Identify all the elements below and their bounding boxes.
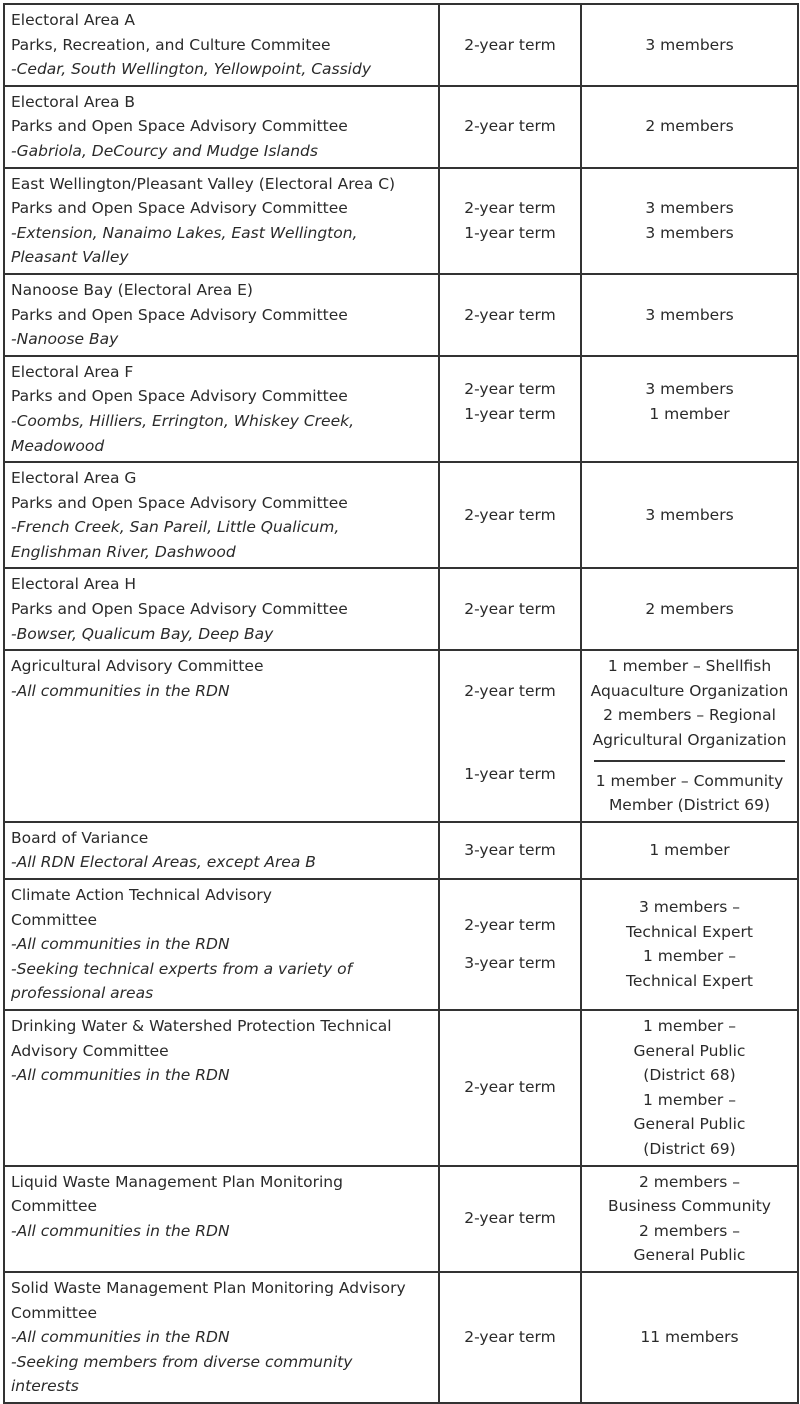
members-cell xyxy=(581,462,798,568)
committee-line: Nanoose Bay (Electoral Area E) xyxy=(11,280,253,299)
members-cell xyxy=(581,1010,798,1166)
members-value: 3 members xyxy=(645,35,734,54)
term-value: 2-year term xyxy=(464,505,556,524)
committee-communities: -Coombs, Hilliers, Errington, Whiskey Creek, xyxy=(11,411,355,430)
members-value: Business Community xyxy=(608,1197,771,1216)
members-value: 3 members xyxy=(645,380,734,399)
table-row xyxy=(4,1166,798,1272)
members-value: 1 member – xyxy=(643,1090,736,1109)
term-cell xyxy=(439,168,581,274)
committee-communities: -Gabriola, DeCourcy and Mudge Islands xyxy=(11,141,318,160)
committee-communities: -All communities in the RDN xyxy=(11,1328,230,1347)
members-value: 1 member xyxy=(649,404,730,423)
committee-line: Electoral Area A xyxy=(11,11,136,29)
committee-note: professional areas xyxy=(11,984,154,1003)
committee-cell xyxy=(4,879,439,1010)
committee-line: Liquid Waste Management Plan Monitoring xyxy=(11,1172,343,1191)
members-value: 1 member – xyxy=(643,1016,736,1035)
members-value: Technical Expert xyxy=(626,972,753,991)
committee-cell xyxy=(4,356,439,462)
committee-name: Parks and Open Space Advisory Committee xyxy=(11,600,348,619)
members-value: 2 members – Regional xyxy=(603,706,776,725)
committee-line: East Wellington/Pleasant Valley (Electoral Area C) xyxy=(11,174,396,193)
term-cell xyxy=(439,879,581,1010)
term-value: 2-year term xyxy=(464,199,556,218)
committee-line: Committee xyxy=(11,1197,98,1216)
table-row xyxy=(4,4,798,86)
term-value: 2-year term xyxy=(464,305,556,324)
members-value: Member (District 69) xyxy=(608,796,771,815)
committee-name: Parks and Open Space Advisory Committee xyxy=(11,387,348,406)
term-value: 2-year term xyxy=(464,380,556,399)
table-row xyxy=(4,650,798,822)
term-value: 1-year term xyxy=(464,764,556,783)
committee-communities: -All communities in the RDN xyxy=(11,681,230,700)
table-row xyxy=(4,356,798,462)
committee-note: -Seeking members from diverse community xyxy=(11,1352,353,1371)
term-value: 2-year term xyxy=(464,915,556,934)
term-cell xyxy=(439,568,581,650)
committee-note: interests xyxy=(11,1377,79,1396)
members-cell xyxy=(581,879,798,1010)
committee-name: Parks and Open Space Advisory Committee xyxy=(11,305,348,324)
members-value: 1 member – Shellfish xyxy=(607,657,772,676)
members-cell xyxy=(581,274,798,356)
committee-line: Electoral Area F xyxy=(11,362,134,381)
committee-line: Climate Action Technical Advisory xyxy=(11,886,272,904)
members-value: 1 member – Community xyxy=(595,771,784,790)
term-value: 2-year term xyxy=(464,682,556,701)
committee-cell xyxy=(4,168,439,274)
members-value: 1 member xyxy=(649,841,730,860)
members-value: 3 members xyxy=(645,505,734,524)
committee-name: Agricultural Advisory Committee xyxy=(11,657,264,676)
members-cell xyxy=(581,822,798,879)
committee-line: Electoral Area G xyxy=(11,469,137,488)
committee-cell xyxy=(4,822,439,879)
members-cell xyxy=(581,4,798,86)
table-row xyxy=(4,168,798,274)
committee-communities: -Bowser, Qualicum Bay, Deep Bay xyxy=(11,624,274,643)
members-value: General Public xyxy=(633,1115,746,1134)
members-value: 2 members xyxy=(645,117,734,136)
committee-cell xyxy=(4,1272,439,1403)
term-value: 2-year term xyxy=(464,1209,556,1228)
table-row xyxy=(4,86,798,168)
committee-cell xyxy=(4,462,439,568)
committee-line: Electoral Area B xyxy=(11,92,136,111)
term-cell xyxy=(439,1166,581,1272)
members-value: 1 member – xyxy=(643,947,736,966)
table-row xyxy=(4,568,798,650)
table-row xyxy=(4,1272,798,1403)
committee-communities: Pleasant Valley xyxy=(11,248,129,267)
term-cell xyxy=(439,462,581,568)
committee-cell xyxy=(4,1010,439,1166)
committee-communities: -All communities in the RDN xyxy=(11,1221,230,1240)
term-cell xyxy=(439,1272,581,1403)
members-cell xyxy=(581,1166,798,1272)
members-value: Technical Expert xyxy=(626,922,753,941)
term-value: 2-year term xyxy=(464,35,556,54)
committee-line: Advisory Committee xyxy=(11,1041,169,1060)
committee-cell xyxy=(4,86,439,168)
members-value: General Public xyxy=(633,1041,746,1060)
committee-communities: Englishman River, Dashwood xyxy=(11,542,236,561)
term-cell xyxy=(439,1010,581,1166)
term-value: 2-year term xyxy=(464,1328,556,1347)
term-cell xyxy=(439,274,581,356)
committee-name: Parks and Open Space Advisory Committee xyxy=(11,493,348,512)
members-value: 2 members – xyxy=(638,1172,741,1191)
term-value: 3-year term xyxy=(464,954,556,973)
table-row xyxy=(4,274,798,356)
members-value: 3 members xyxy=(645,223,734,242)
members-cell xyxy=(581,86,798,168)
members-cell xyxy=(581,568,798,650)
table-row xyxy=(4,462,798,568)
committee-communities: -Nanoose Bay xyxy=(11,330,119,349)
term-cell xyxy=(439,650,581,822)
term-value: 1-year term xyxy=(464,223,556,242)
table-row xyxy=(4,1010,798,1166)
members-value: 2 members xyxy=(645,600,734,619)
members-value: 3 members – xyxy=(638,898,741,917)
term-value: 2-year term xyxy=(464,600,556,619)
committee-line: Committee xyxy=(11,910,98,929)
members-cell xyxy=(581,168,798,274)
term-value: 1-year term xyxy=(464,404,556,423)
members-value: 11 members xyxy=(640,1328,739,1347)
table-row xyxy=(4,822,798,879)
committee-cell xyxy=(4,4,439,86)
committee-communities: -French Creek, San Pareil, Little Qualicum, xyxy=(11,518,340,537)
committee-table xyxy=(3,3,799,1404)
divider xyxy=(594,760,785,762)
table-row xyxy=(4,879,798,1010)
term-cell xyxy=(439,86,581,168)
committee-name: Board of Variance xyxy=(11,828,149,847)
members-value: (District 68) xyxy=(643,1066,736,1085)
members-value: 3 members xyxy=(645,199,734,218)
members-value: General Public xyxy=(633,1246,746,1265)
committee-cell xyxy=(4,650,439,822)
term-cell xyxy=(439,356,581,462)
committee-note: -Seeking technical experts from a variety of xyxy=(11,959,353,978)
members-value: (District 69) xyxy=(643,1139,736,1158)
committee-communities: -All communities in the RDN xyxy=(11,935,230,954)
committee-line: Solid Waste Management Plan Monitoring Advisory xyxy=(11,1278,406,1297)
committee-name: Parks and Open Space Advisory Committee xyxy=(11,199,348,218)
committee-cell xyxy=(4,1166,439,1272)
committee-cell xyxy=(4,274,439,356)
committee-communities: Meadowood xyxy=(11,436,105,455)
members-value: Aquaculture Organization xyxy=(590,681,789,700)
members-cell xyxy=(581,650,798,822)
members-cell xyxy=(581,356,798,462)
committee-name: Parks and Open Space Advisory Committee xyxy=(11,117,348,136)
committee-cell xyxy=(4,568,439,650)
committee-name: Parks, Recreation, and Culture Commitee xyxy=(11,35,331,54)
committee-line: Electoral Area H xyxy=(11,575,137,594)
members-value: 2 members – xyxy=(638,1221,741,1240)
committee-communities: -Cedar, South Wellington, Yellowpoint, Cassidy xyxy=(11,60,371,79)
term-value: 3-year term xyxy=(464,841,556,860)
committee-line: Committee xyxy=(11,1303,98,1322)
members-value: 3 members xyxy=(645,305,734,324)
committee-communities: -Extension, Nanaimo Lakes, East Wellington, xyxy=(11,223,358,242)
members-cell xyxy=(581,1272,798,1403)
term-value: 2-year term xyxy=(464,1078,556,1097)
members-value: Agricultural Organization xyxy=(592,731,787,750)
term-cell xyxy=(439,4,581,86)
term-cell xyxy=(439,822,581,879)
term-value: 2-year term xyxy=(464,117,556,136)
committee-line: Drinking Water & Watershed Protection Technical xyxy=(11,1016,392,1035)
committee-communities: -All communities in the RDN xyxy=(11,1066,230,1085)
committee-communities: -All RDN Electoral Areas, except Area B xyxy=(11,853,316,872)
